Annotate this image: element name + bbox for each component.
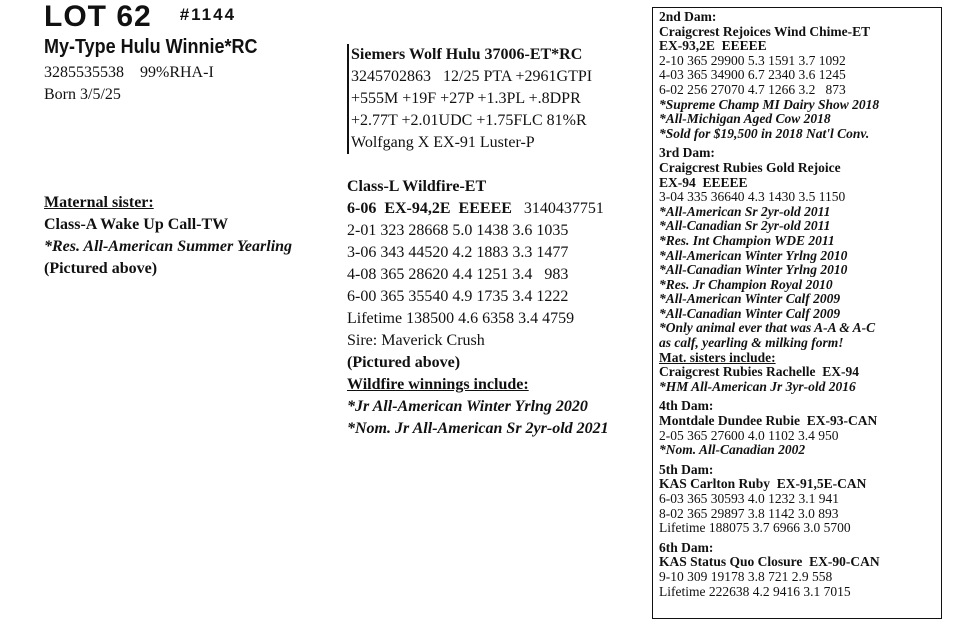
dam3-award: *Res. Jr Champion Royal 2010 [659, 276, 833, 292]
winnings-heading: Wildfire winnings include: [347, 376, 529, 393]
dam3-award: *Only animal ever that was A-A & A-C [659, 320, 876, 336]
dam3-award: *All-Canadian Sr 2yr-old 2011 [659, 218, 831, 234]
sire-line: +2.77T +2.01UDC +1.75FLC 81%R [351, 112, 587, 129]
dam5-lifetime: Lifetime 188075 3.7 6966 3.0 5700 [659, 520, 851, 536]
dam5-heading: 5th Dam: [659, 461, 714, 477]
dam3-heading: 3rd Dam: [659, 145, 715, 161]
dam2-heading: 2nd Dam: [659, 9, 717, 24]
sire-line: +555M +19F +27P +1.3PL +.8DPR [351, 90, 581, 107]
dam-lifetime: Lifetime 138500 4.6 6358 3.4 4759 [347, 310, 575, 327]
maternal-sister-pictured: (Pictured above) [44, 260, 158, 277]
dam3-classification: EX-94 EEEEE [659, 174, 748, 190]
dam-record: 2-01 323 28668 5.0 1438 3.6 1035 [347, 222, 569, 239]
dam2-record: 6-02 256 27070 4.7 1266 3.2 873 [659, 81, 846, 97]
dam6-name: KAS Status Quo Closure EX-90-CAN [659, 554, 880, 570]
dam3-record: 3-04 335 36640 4.3 1430 3.5 1150 [659, 189, 846, 205]
dam3-award: *All-American Winter Yrlng 2010 [659, 247, 848, 263]
winnings-item: *Nom. Jr All-American Sr 2yr-old 2021 [347, 420, 609, 437]
dam3-award: *All-American Winter Calf 2009 [659, 291, 841, 307]
maternal-sister-award: *Res. All-American Summer Yearling [44, 238, 293, 255]
sire-line: 3245702863 12/25 PTA +2961GTPI [351, 68, 593, 85]
dam-block [347, 176, 609, 440]
dam-sire: Sire: Maverick Crush [347, 332, 485, 349]
dam-pictured: (Pictured above) [347, 354, 461, 371]
lot-number: #1144 [179, 5, 237, 24]
dam2-classification: EX-93,2E EEEEE [659, 38, 767, 54]
sire-name: Siemers Wolf Hulu 37006-ET*RC [351, 46, 583, 63]
sire-line: Wolfgang X EX-91 Luster-P [351, 134, 535, 151]
sire-block [347, 44, 592, 154]
dam-class-line [347, 198, 609, 220]
dam4-record: 2-05 365 27600 4.0 1102 3.4 950 [659, 427, 839, 443]
dam6-record: 9-10 309 19178 3.8 721 2.9 558 [659, 568, 833, 584]
dam-classification: 6-06 EX-94,2E EEEEE [347, 200, 512, 217]
animal-info [44, 62, 214, 106]
lot-label: LOT 62 [44, 0, 152, 33]
animal-born: Born 3/5/25 [44, 86, 121, 103]
dam-record: 6-00 365 35540 4.9 1735 3.4 1222 [347, 288, 569, 305]
dam3-award: *All-American Sr 2yr-old 2011 [659, 203, 831, 219]
dam5-record: 6-03 365 30593 4.0 1232 3.1 941 [659, 491, 839, 506]
dam4-name: Montdale Dundee Rubie EX-93-CAN [659, 413, 878, 429]
dam5-record: 8-02 365 29897 3.8 1142 3.0 893 [659, 505, 839, 521]
pedigree-box [652, 7, 942, 619]
dam-record: 4-08 365 28620 4.4 1251 3.4 983 [347, 266, 569, 283]
animal-name: My-Type Hulu Winnie*RC [44, 36, 258, 58]
dam6-heading: 6th Dam: [659, 539, 714, 555]
dam4-award: *Nom. All-Canadian 2002 [659, 442, 806, 458]
dam3-award: *Res. Int Champion WDE 2011 [659, 232, 835, 248]
maternal-sister-block [44, 192, 292, 280]
dam3-mat-sisters-heading: Mat. sisters include: [659, 349, 776, 365]
dam2-award: *All-Michigan Aged Cow 2018 [659, 111, 831, 127]
dam3-mat-sister-name: Craigcrest Rubies Rachelle EX-94 [659, 364, 859, 380]
maternal-sister-name: Class-A Wake Up Call-TW [44, 216, 229, 233]
dam2-record: 2-10 365 29900 5.3 1591 3.7 1092 [659, 52, 846, 68]
dam-name: Class-L Wildfire-ET [347, 178, 487, 195]
dam3-mat-sister-award: *HM All-American Jr 3yr-old 2016 [659, 378, 856, 394]
dam3-award: as calf, yearling & milking form! [659, 335, 844, 351]
maternal-sister-heading: Maternal sister: [44, 194, 154, 211]
dam3-award: *All-Canadian Winter Calf 2009 [659, 305, 841, 321]
dam6-lifetime: Lifetime 222638 4.2 9416 3.1 7015 [659, 583, 851, 599]
animal-registration: 3285535538 99%RHA-I [44, 64, 214, 81]
dam3-award: *All-Canadian Winter Yrlng 2010 [659, 262, 848, 278]
dam2-name: Craigcrest Rejoices Wind Chime-ET [659, 23, 871, 39]
dam5-name: KAS Carlton Ruby EX-91,5E-CAN [659, 476, 867, 492]
dam2-award: *Sold for $19,500 in 2018 Nat'l Conv. [659, 125, 870, 141]
dam-registration: 3140437751 [523, 200, 604, 217]
dam4-heading: 4th Dam: [659, 398, 714, 414]
dam-record: 3-06 343 44520 4.2 1883 3.3 1477 [347, 244, 569, 261]
winnings-item: *Jr All-American Winter Yrlng 2020 [347, 398, 588, 415]
dam2-record: 4-03 365 34900 6.7 2340 3.6 1245 [659, 67, 846, 83]
lot-title [44, 0, 236, 34]
dam2-award: *Supreme Champ MI Dairy Show 2018 [659, 96, 880, 112]
dam3-name: Craigcrest Rubies Gold Rejoice [659, 159, 841, 175]
